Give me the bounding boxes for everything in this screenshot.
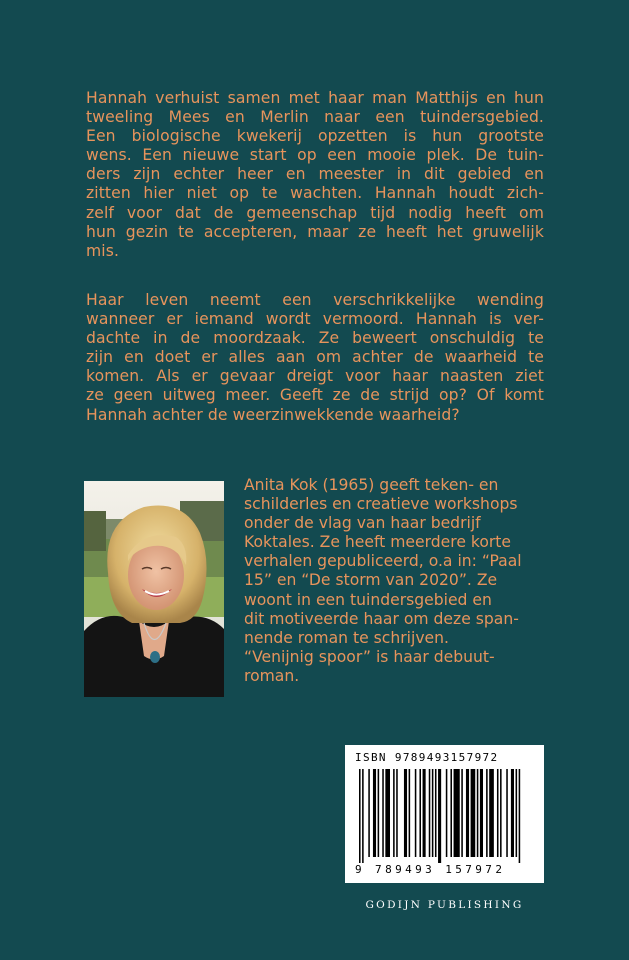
barcode-bar (432, 769, 434, 857)
text-line: tweeling Mees en Merlin naar een tuindersgebied. (86, 108, 544, 127)
barcode-bar (477, 769, 479, 857)
barcode-bar (415, 769, 417, 857)
barcode-bar (362, 769, 364, 863)
text-line: dit motiveerde haar om deze span- (244, 609, 519, 628)
barcode-bar (435, 769, 437, 857)
text-line: ze geen uitweg meer. Geeft ze de strijd op? Of komt (86, 386, 544, 405)
barcode-bar (419, 769, 421, 857)
barcode-bars (359, 769, 530, 863)
text-line: Anita Kok (1965) geeft teken- en (244, 476, 499, 494)
text-line: zelf voor dat de gemeenschap tijd nodig heeft om (86, 203, 544, 222)
blurb-paragraph-2 (86, 291, 544, 425)
barcode-bar (454, 769, 460, 857)
barcode-bar (423, 769, 426, 857)
barcode-bar (368, 769, 370, 857)
barcode-bar (500, 769, 502, 857)
text-line: wanneer er iemand wordt vermoord. Hannah is ver- (86, 310, 544, 329)
text-line: hun gezin te accepteren, maar ze heeft het gruwelijk (86, 222, 544, 241)
text-line: 15” en “De storm van 2020”. Ze (244, 571, 498, 590)
barcode-bar (461, 769, 463, 857)
barcode-bar (466, 769, 469, 857)
barcode-bar (471, 769, 476, 857)
barcode-bar (480, 769, 483, 857)
text-line: nende roman te schrijven. (244, 628, 449, 647)
barcode-bar (450, 769, 452, 857)
barcode-bar (429, 769, 431, 857)
barcode-bar (511, 769, 514, 857)
isbn-barcode (345, 745, 544, 883)
barcode-bar (519, 769, 521, 863)
author-bio (244, 476, 544, 686)
barcode-bar (393, 769, 395, 857)
text-line: zitten hier niet op te wachten. Hannah houdt zich- (86, 184, 544, 203)
text-line: mis. (86, 241, 120, 260)
author-photo (84, 481, 224, 697)
barcode-bar (373, 769, 376, 857)
barcode-bar (497, 769, 499, 857)
isbn-digits: 9 789493 157972 (355, 863, 506, 876)
isbn-label: ISBN 9789493157972 (355, 751, 499, 764)
text-line: Hannah verhuist samen met haar man Matthijs en hun (86, 89, 544, 107)
text-line: zijn en doet er alles aan om achter de waarheid te (86, 348, 544, 367)
barcode-bar (382, 769, 384, 857)
barcode-bar (409, 769, 411, 857)
text-line: “Venijnig spoor” is haar debuut- (244, 647, 495, 666)
barcode-bar (506, 769, 508, 857)
text-line: Koktales. Ze heeft meerdere korte (244, 533, 512, 552)
text-line: verhalen gepubliceerd, o.a in: “Paal (244, 552, 522, 571)
barcode-bar (489, 769, 494, 857)
barcode-bar (404, 769, 407, 857)
barcode-bar (438, 769, 441, 863)
text-line: woont in een tuindersgebied en (244, 590, 492, 609)
text-line: komen. Als er gevaar dreigt voor haar naasten ziet (86, 367, 544, 386)
barcode-bar (396, 769, 398, 857)
text-line: onder de vlag van haar bedrijf (244, 514, 481, 533)
barcode-bar (385, 769, 390, 857)
text-line: schilderles en creatieve workshops (244, 495, 518, 514)
text-line: Hannah achter de weerzinwekkende waarheid? (86, 405, 460, 424)
text-line: Een biologische kwekerij opzetten is hun grootste (86, 127, 544, 146)
barcode-bar (446, 769, 448, 857)
barcode-bar (486, 769, 488, 857)
text-line: wens. Een nieuwe start op een mooie plek. De tuin- (86, 146, 544, 165)
text-line: Haar leven neemt een verschrikkelijke wending (86, 291, 544, 309)
publisher-name: GODIJN PUBLISHING (365, 899, 524, 911)
text-line: roman. (244, 666, 300, 685)
blurb-paragraph-1 (86, 89, 544, 261)
barcode-bar (516, 769, 518, 857)
text-line: dachte in de moordzaak. Ze beweert onschuldig te (86, 329, 544, 348)
barcode-bar (378, 769, 380, 857)
text-line: ders zijn echter heer en meester in dit gebied en (86, 165, 544, 184)
barcode-bar (359, 769, 361, 863)
